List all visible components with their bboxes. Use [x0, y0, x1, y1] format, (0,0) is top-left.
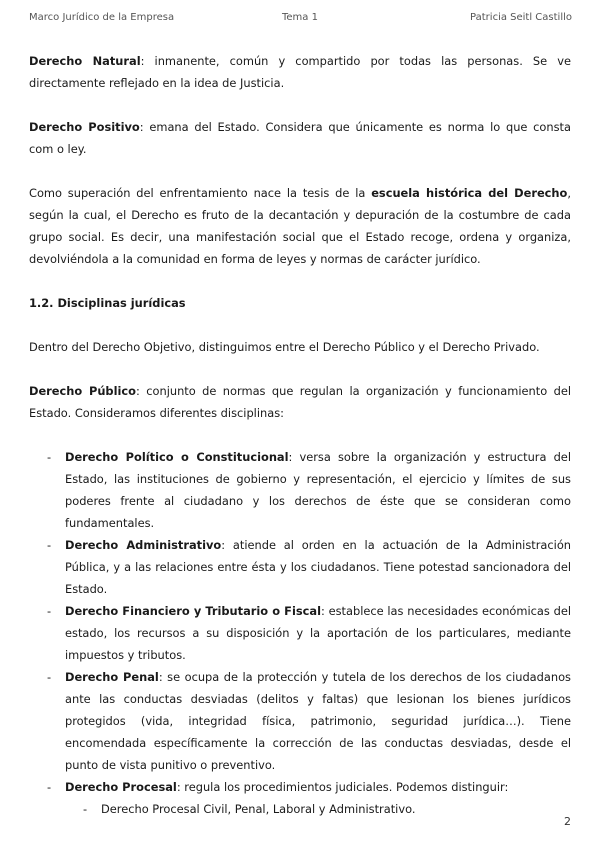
discipline-term: Derecho Administrativo [65, 538, 222, 552]
paragraph-derecho-natural [29, 50, 571, 94]
header-center: Tema 1 [282, 12, 318, 23]
discipline-term: Derecho Financiero y Tributario o Fiscal [65, 604, 321, 618]
text-derecho-publico: : conjunto de normas que regulan la organización y funcionamiento del Estado. Consideramos diferentes disciplinas: [29, 384, 571, 420]
list-item [29, 776, 571, 820]
paragraph-derecho-positivo [29, 116, 571, 160]
procesal-sublist [65, 798, 571, 820]
header-right: Patricia Seitl Castillo [470, 12, 572, 23]
page-number: 2 [564, 815, 571, 828]
text-escuela-after: , según la cual, el Derecho es fruto de la decantación y depuración de la costumbre de cada grupo social. Es decir, una manifestación social que el Estado recoge, ordena y organiza, devolviéndola a la comunidad en forma de leyes y normas de carácter jurídico. [29, 186, 571, 266]
term-derecho-positivo: Derecho Positivo [29, 120, 140, 134]
term-derecho-publico: Derecho Público [29, 384, 136, 398]
sublist-item: - Derecho Procesal Civil, Penal, Laboral y Administrativo. [65, 798, 571, 820]
list-item [29, 446, 571, 534]
discipline-text: : establece las necesidades económicas del estado, los recursos a su disposición y la aportación de los particulares, mediante impuestos y tributos. [65, 604, 571, 662]
discipline-text: : regula los procedimientos judiciales. Podemos distinguir: [176, 780, 509, 794]
text-derecho-natural: : inmanente, común y compartido por todas las personas. Se ve directamente reflejado en la idea de Justicia. [29, 54, 571, 90]
page-header [29, 12, 572, 26]
disciplines-list [29, 446, 571, 820]
term-escuela-historica: escuela histórica del Derecho [371, 186, 568, 200]
discipline-term: Derecho Político o Constitucional [65, 450, 289, 464]
header-left: Marco Jurídico de la Empresa [29, 12, 175, 23]
paragraph-escuela-historica [29, 182, 571, 270]
discipline-text: : se ocupa de la protección y tutela de los derechos de los ciudadanos ante las conductas desviadas (delitos y faltas) que lesionan los bienes jurídicos protegidos (vida, integridad física, patrimonio, seguridad jurídica…). Tiene encomendada específicamente la corrección de las conductas desviadas, desde el punto de vista punitivo o preventivo. [65, 670, 571, 772]
list-item [29, 600, 571, 666]
discipline-text: : versa sobre la organización y estructura del Estado, las instituciones de gobierno y representación, el ejercicio y límites de sus poderes frente al ciudadano y los derechos de éste que se consideran como fundamentales. [65, 450, 571, 530]
paragraph-derecho-publico [29, 380, 571, 424]
section-title-text: 1.2. Disciplinas jurídicas [29, 296, 186, 310]
text-derecho-positivo: : emana del Estado. Considera que únicamente es norma lo que consta com o ley. [29, 120, 572, 156]
discipline-term: Derecho Procesal [65, 780, 177, 794]
discipline-text: : atiende al orden en la actuación de la Administración Pública, y a las relaciones entre ésta y los ciudadanos. Tiene potestad sancionadora del Estado. [65, 538, 572, 596]
paragraph-derecho-objetivo: Dentro del Derecho Objetivo, distinguimos entre el Derecho Público y el Derecho Privado. [29, 340, 540, 354]
discipline-term: Derecho Penal [65, 670, 159, 684]
term-derecho-natural: Derecho Natural [29, 54, 141, 68]
document-body [29, 50, 571, 820]
section-title [29, 292, 571, 314]
list-item [29, 666, 571, 776]
list-item [29, 534, 571, 600]
text-escuela-before: Como superación del enfrentamiento nace la tesis de la [29, 186, 372, 200]
